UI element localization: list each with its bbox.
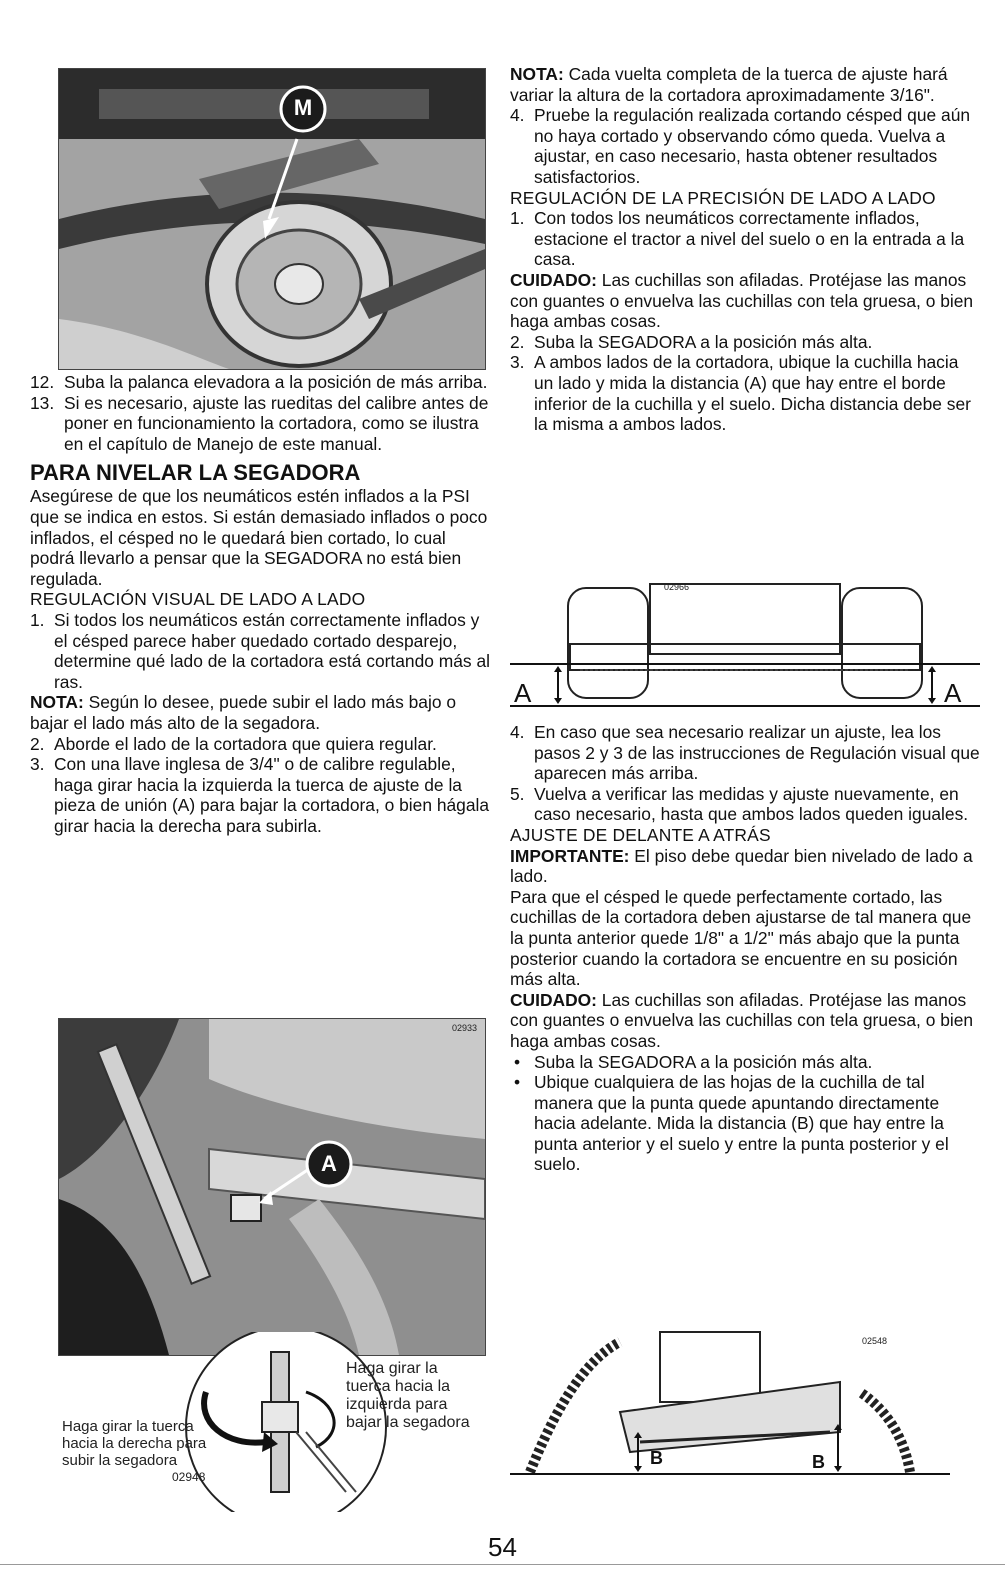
caution-label: CUIDADO: (510, 269, 597, 290)
item-text: A ambos lados de la cortadora, ubique la cuchilla hacia un lado y mida la distancia (A) que hay entre el borde inferior de la cuchilla y el suelo. Dicha distancia debe ser la misma a ambos lados. (534, 352, 971, 435)
figure-code: 02966 (664, 582, 690, 592)
callout-m-label: M (293, 95, 313, 120)
list-item (510, 332, 980, 353)
item-text: Con todos los neumáticos correctamente inflados, estacione el tractor a nivel del suelo o en la entrada a la casa. (534, 208, 965, 270)
footer-divider (0, 1564, 1005, 1565)
left-column (30, 372, 490, 836)
label-a-right: A (944, 678, 962, 708)
list-item (510, 352, 980, 434)
item-number: 1. (30, 609, 45, 630)
caution-text: Las cuchillas son afiladas. Protéjase las manos con guantes o envuelva las cuchillas con tela gruesa, o bien haga ambas cosas. (510, 269, 974, 332)
page-number: 54 (488, 1532, 517, 1562)
item-number: 4. (510, 105, 525, 126)
caption-line: izquierda para (346, 1396, 448, 1413)
linkage-illustration (59, 1019, 485, 1355)
section-heading: PARA NIVELAR LA SEGADORA (30, 460, 361, 486)
item-text: Aborde el lado de la cortadora que quiera regular. (54, 733, 437, 754)
item-text: Suba la SEGADORA a la posición más alta. (534, 331, 873, 352)
bullet-item (510, 1052, 980, 1073)
note-paragraph (30, 692, 490, 733)
callout-a-label: A (321, 1151, 337, 1176)
intro-paragraph: Asegúrese de que los neumáticos estén inflados a la PSI que se indica en estos. Si están demasiado inflados o poco inflados, el césped no le quedará bien cortado, lo cual podrá llevarlo a pensar que la SEGADORA no está bien regulada. (30, 486, 488, 589)
caption-line: Haga girar la (346, 1360, 438, 1377)
label-b-left: B (650, 1448, 663, 1468)
item-text: Vuelva a verificar las medidas y ajuste nuevamente, en caso necesario, hasta que ambos lados queden iguales. (534, 783, 969, 825)
subheading-visual: REGULACIÓN VISUAL DE LADO A LADO (30, 589, 366, 610)
important-text: El piso debe quedar bien nivelado de lado a lado. (510, 845, 973, 887)
item-text: Pruebe la regulación realizada cortando césped que aún no haya cortado y observando cómo queda. Vuelva a ajustar, en caso necesario, hasta obtener resultados satisfactorios. (534, 105, 971, 187)
figure-code: 02933 (451, 1023, 477, 1033)
item-number: 4. (510, 722, 525, 742)
bullet-text: Suba la SEGADORA a la posición más alta. (534, 1051, 873, 1072)
bullet-icon: • (514, 1051, 521, 1072)
right-column-bottom (510, 722, 980, 1175)
subheading-front-back: AJUSTE DE DELANTE A ATRÁS (510, 824, 771, 845)
item-number: 5. (510, 783, 525, 804)
item-text: En caso que sea necesario realizar un ajuste, lea los pasos 2 y 3 de las instrucciones de Regulación visual que aparecen más arriba. (534, 722, 980, 784)
item-number: 12. (30, 372, 55, 392)
figure-code: 02948 (172, 1470, 206, 1484)
list-item (30, 393, 490, 455)
important-paragraph (510, 846, 980, 887)
note-label: NOTA: (510, 64, 564, 84)
bullet-icon: • (514, 1072, 521, 1093)
caution-paragraph (510, 270, 980, 332)
list-item (510, 722, 980, 784)
list-item (30, 610, 490, 692)
right-column-top (510, 64, 980, 435)
item-number: 3. (510, 352, 525, 373)
list-item (30, 734, 490, 755)
item-number: 13. (30, 392, 55, 413)
caution-label: CUIDADO: (510, 989, 597, 1010)
figure-code: 02548 (862, 1336, 888, 1346)
note-text: Cada vuelta completa de la tuerca de ajuste hará variar la altura de la cortadora aproximadamente 3/16". (510, 64, 948, 105)
caption-line: bajar la segadora (346, 1414, 470, 1431)
item-number: 1. (510, 208, 525, 229)
body-paragraph: Para que el césped le quede perfectamente cortado, las cuchillas de la cortadora deben ajustarse de tal manera que la punta anterior quede 1/8" a 1/2" más abajo que la punta posterior cuando la cortadora se encuentre en su posición más alta. (510, 886, 972, 990)
caption-left (62, 1418, 252, 1469)
front-to-back-diagram (510, 1302, 950, 1502)
item-text: Si todos los neumáticos están correctamente inflados y el césped parece haber quedado cortado desparejo, determine qué lado de la cortadora está cortando más al ras. (54, 609, 490, 692)
caption-line: hacia la derecha para (62, 1435, 207, 1452)
important-label: IMPORTANTE: (510, 845, 630, 866)
item-number: 3. (30, 754, 45, 775)
list-item (30, 754, 490, 836)
mower-underside-illustration (59, 69, 485, 369)
side-to-side-diagram (510, 574, 980, 714)
label-a-left: A (514, 678, 532, 708)
item-text: Suba la palanca elevadora a la posición de más arriba. (64, 372, 488, 392)
subheading-precision: REGULACIÓN DE LA PRECISIÓN DE LADO A LADO (510, 187, 936, 208)
label-b-right: B (812, 1452, 825, 1472)
item-text: Si es necesario, ajuste las rueditas del calibre antes de poner en funcionamiento la cortadora, como se ilustra en el capítulo de Manejo de este manual. (64, 392, 489, 454)
bullet-text: Ubique cualquiera de las hojas de la cuchilla de tal manera que la punta quede apuntando directamente hacia adelante. Mida la distancia (B) que hay entre la punta anterior y el suelo y entre la punta posterior y el suelo. (534, 1072, 949, 1175)
item-number: 2. (30, 733, 45, 754)
caption-line: tuerca hacia la (346, 1378, 451, 1395)
list-item (510, 105, 980, 187)
adjust-nut-photo (58, 1018, 486, 1356)
note-label: NOTA: (30, 692, 84, 713)
bullet-item (510, 1072, 980, 1175)
caption-line: subir la segadora (62, 1452, 178, 1469)
caption-line: Haga girar la tuerca (62, 1418, 194, 1435)
item-number: 2. (510, 331, 525, 352)
note-text: Según lo desee, puede subir el lado más bajo o bajar el lado más alto de la segadora. (30, 692, 457, 733)
list-item (30, 372, 490, 393)
list-item (510, 208, 980, 270)
note-paragraph (510, 64, 980, 105)
lift-lever-photo (58, 68, 486, 370)
caution-paragraph (510, 990, 980, 1052)
caption-right (346, 1360, 496, 1432)
caution-text: Las cuchillas son afiladas. Protéjase las manos con guantes o envuelva las cuchillas con tela gruesa, o bien haga ambas cosas. (510, 989, 974, 1051)
list-item (510, 784, 980, 825)
item-text: Con una llave inglesa de 3/4" o de calibre regulable, haga girar hacia la izquierda la tuerca de ajuste de la pieza de unión (A) para bajar la cortadora, o bien hágala girar hacia la derecha para subirla. (54, 754, 490, 836)
